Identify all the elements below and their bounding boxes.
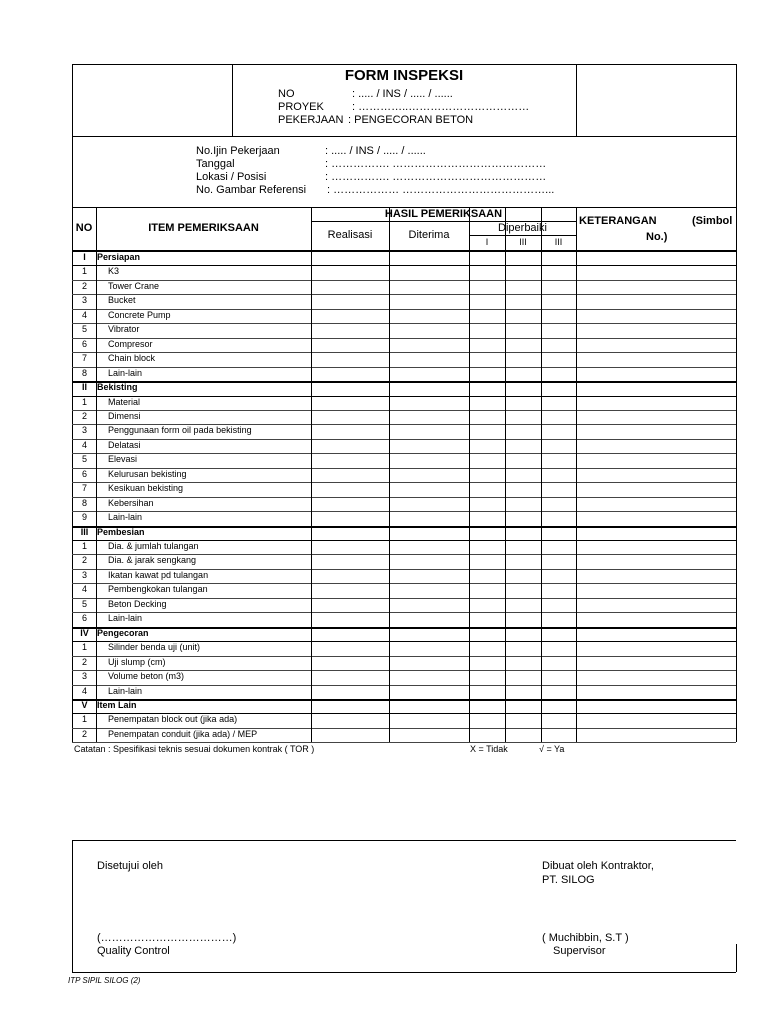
made-by-company: PT. SILOG	[542, 874, 595, 886]
signature-top-border	[72, 840, 736, 841]
row-divider	[72, 265, 736, 266]
row-item-label: Lain-lain	[108, 512, 143, 523]
col-hasil-header: HASIL PEMERIKSAAN	[384, 208, 503, 220]
row-number: 4	[81, 309, 87, 320]
row-divider	[72, 497, 736, 498]
header-top-border	[72, 64, 736, 65]
info-value-gambar: : ……………… …………………………………...	[327, 184, 555, 196]
col-no-header: NO	[75, 222, 93, 234]
approved-by-role: Quality Control	[97, 945, 170, 957]
diperbaiki-underline	[469, 235, 576, 236]
header-value-no: : ..... / INS / ..... / ......	[352, 88, 453, 100]
row-number: 5	[81, 598, 87, 609]
header-label-proyek: PROYEK	[278, 101, 324, 113]
info-label-ijin: No.Ijin Pekerjaan	[196, 145, 280, 157]
info-value-lokasi: : ……………. ……………………………………	[325, 171, 547, 183]
column-divider	[311, 207, 312, 742]
approved-by-title: Disetujui oleh	[97, 860, 164, 872]
col-keterangan-header: KETERANGAN	[579, 215, 657, 227]
made-by-role: Supervisor	[553, 945, 606, 957]
row-divider	[72, 598, 736, 599]
catatan-note: Catatan : Spesifikasi teknis sesuai dokumen kontrak ( TOR )	[74, 744, 315, 754]
row-number: 2	[81, 555, 87, 566]
row-number: 8	[81, 367, 87, 378]
row-number: 1	[81, 714, 87, 725]
row-item-label: Beton Decking	[108, 598, 167, 609]
row-number: 6	[81, 338, 87, 349]
row-number: 3	[81, 569, 87, 580]
table-right-border	[736, 64, 737, 742]
column-divider	[505, 207, 506, 742]
col-diperbaiki-header: Diperbaiki	[498, 222, 547, 234]
footer-code: ITP SIPIL SILOG (2)	[68, 976, 141, 985]
row-item-label: Lain-lain	[108, 613, 143, 624]
col-diperbaiki-sub-1: I	[485, 237, 489, 247]
row-number: 1	[81, 541, 87, 551]
header-value-pekerjaan: : PENGECORAN BETON	[348, 114, 474, 126]
section-divider	[72, 526, 736, 528]
info-label-gambar: No. Gambar Referensi	[196, 184, 307, 196]
column-divider	[96, 207, 97, 742]
row-divider	[72, 612, 736, 613]
section-number: I	[83, 252, 86, 262]
info-label-tanggal: Tanggal	[196, 158, 235, 170]
approved-by-name: (………………………………)	[97, 932, 237, 944]
row-item-label: Vibrator	[108, 324, 140, 335]
row-item-label: Penempatan conduit (jika ada) / MEP	[108, 728, 258, 739]
row-number: 4	[81, 439, 87, 450]
col-diperbaiki-sub-2: III	[519, 237, 527, 247]
section-number: II	[81, 382, 87, 393]
row-number: 4	[81, 685, 87, 696]
col-realisasi-header: Realisasi	[327, 229, 373, 241]
row-number: 8	[81, 497, 87, 508]
row-item-label: Dia. & jumlah tulangan	[108, 541, 199, 551]
row-item-label: Kelurusan bekisting	[108, 468, 187, 479]
col-item-header: ITEM PEMERIKSAAN	[148, 222, 259, 234]
header-bottom-border	[72, 136, 736, 137]
made-by-title: Dibuat oleh Kontraktor,	[542, 860, 654, 872]
section-title: Pengecoran	[97, 627, 149, 638]
legend-tidak: X = Tidak	[470, 744, 508, 754]
row-number: 7	[81, 353, 87, 364]
row-item-label: Penempatan block out (jika ada)	[108, 714, 238, 725]
row-item-label: Delatasi	[108, 439, 141, 450]
row-number: 9	[81, 512, 87, 523]
column-divider	[469, 207, 470, 742]
signature-right-border	[736, 944, 737, 972]
row-divider	[72, 439, 736, 440]
header-divider-right	[576, 64, 577, 136]
row-number: 2	[81, 728, 87, 739]
made-by-name: ( Muchibbin, S.T )	[542, 932, 629, 944]
section-number: III	[80, 526, 89, 537]
section-title: Persiapan	[97, 252, 141, 262]
row-number: 1	[81, 642, 87, 653]
row-number: 6	[81, 613, 87, 624]
row-divider	[72, 323, 736, 324]
row-item-label: Lain-lain	[108, 685, 143, 696]
section-number: IV	[80, 627, 89, 638]
table-header-bottom	[72, 250, 736, 252]
row-item-label: Volume beton (m3)	[108, 671, 185, 682]
section-divider	[72, 381, 736, 383]
row-item-label: K3	[108, 266, 120, 277]
row-number: 2	[81, 280, 87, 291]
info-label-lokasi: Lokasi / Posisi	[196, 171, 267, 183]
row-item-label: Ikatan kawat pd tulangan	[108, 569, 209, 580]
header-label-no: NO	[278, 88, 295, 100]
row-divider	[72, 656, 736, 657]
row-number: 3	[81, 425, 87, 436]
row-item-label: Tower Crane	[108, 280, 160, 291]
row-number: 2	[81, 656, 87, 667]
row-item-label: Bucket	[108, 295, 136, 306]
column-divider	[576, 207, 577, 742]
row-item-label: Penggunaan form oil pada bekisting	[108, 425, 252, 436]
row-item-label: Dimensi	[108, 410, 141, 421]
signature-left-border	[72, 840, 73, 972]
row-divider	[72, 685, 736, 686]
row-item-label: Kebersihan	[108, 497, 154, 508]
row-number: 3	[81, 295, 87, 306]
col-diperbaiki-sub-3: III	[554, 237, 563, 247]
col-diterima-header: Diterima	[408, 229, 450, 241]
section-title: Bekisting	[97, 382, 138, 393]
row-item-label: Pembengkokan tulangan	[108, 584, 208, 595]
row-item-label: Kesikuan bekisting	[108, 483, 184, 494]
row-item-label: Elevasi	[108, 454, 138, 465]
column-divider	[389, 207, 390, 742]
info-value-tanggal: : ……………. ……………………………………	[325, 158, 547, 170]
section-number: V	[81, 699, 88, 710]
row-item-label: Concrete Pump	[108, 309, 171, 320]
row-divider	[72, 396, 736, 397]
row-number: 1	[81, 266, 87, 277]
row-number: 6	[81, 468, 87, 479]
row-item-label: Silinder benda uji (unit)	[108, 642, 201, 653]
col-simbol-header: (Simbol	[692, 215, 733, 227]
section-divider	[72, 699, 736, 701]
row-number: 5	[81, 324, 87, 335]
info-value-ijin: : ..... / INS / ..... / ......	[325, 145, 426, 157]
row-item-label: Lain-lain	[108, 367, 143, 378]
row-divider	[72, 453, 736, 454]
column-divider	[541, 207, 542, 742]
row-divider	[72, 309, 736, 310]
row-item-label: Dia. & jarak sengkang	[108, 555, 197, 566]
row-item-label: Uji slump (cm)	[108, 656, 166, 667]
signature-bottom-border	[72, 972, 736, 973]
section-title: Item Lain	[97, 699, 137, 710]
row-number: 3	[81, 671, 87, 682]
header-value-proyek: : …………..……………………………	[352, 101, 530, 113]
row-item-label: Chain block	[108, 353, 156, 364]
row-divider	[72, 511, 736, 512]
row-divider	[72, 352, 736, 353]
row-divider	[72, 280, 736, 281]
row-number: 4	[81, 584, 87, 595]
row-number: 2	[81, 410, 87, 421]
row-divider	[72, 294, 736, 295]
col-simbol-header-2: No.)	[646, 231, 668, 243]
row-item-label: Material	[108, 396, 141, 407]
legend-ya: √ = Ya	[539, 744, 565, 754]
row-number: 5	[81, 454, 87, 465]
row-item-label: Compresor	[108, 338, 153, 349]
row-divider	[72, 367, 736, 368]
section-divider	[72, 627, 736, 629]
row-divider	[72, 410, 736, 411]
section-title: Pembesian	[97, 526, 145, 537]
form-title: FORM INSPEKSI	[344, 67, 464, 84]
row-divider	[72, 338, 736, 339]
row-number: 1	[81, 396, 87, 407]
row-number: 7	[81, 483, 87, 494]
header-label-pekerjaan: PEKERJAAN	[278, 114, 344, 126]
